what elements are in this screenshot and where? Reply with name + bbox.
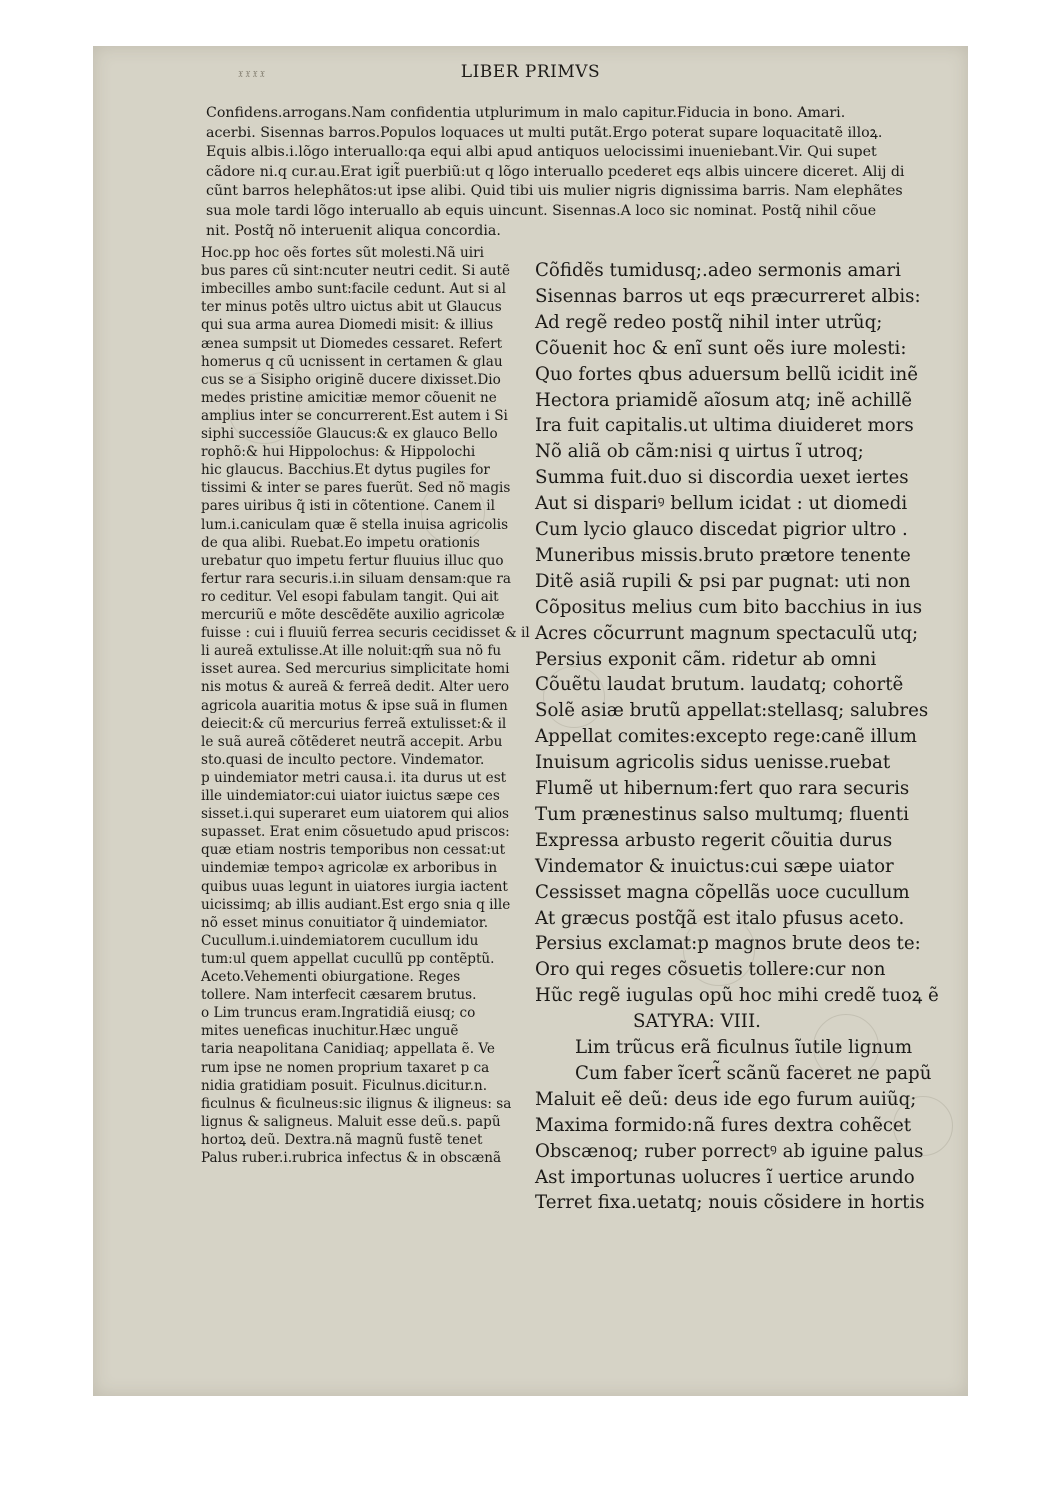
commentary-line: hic glaucus. Bacchius.Et dytus pugiles for bbox=[201, 462, 490, 479]
commentary-line: li aureã extulisse.At ille noluit:qm̃ sua nõ fu bbox=[201, 643, 502, 660]
top-commentary-line: cãdore ni.q cur.au.Erat igit̃ puerbiũ:ut q lõgo interuallo pcederet eqs albis uincere diceret. Alij di bbox=[206, 163, 905, 180]
commentary-line: rophõ:& hui Hippolochus: & Hippolochi bbox=[201, 444, 476, 461]
commentary-line: taria neapolitana Canidiaq; appellata ẽ. Ve bbox=[201, 1041, 495, 1058]
verse-line: Appellat comites:excepto rege:canẽ illum bbox=[535, 726, 917, 748]
verse-line: Vindemator & inuictus:cui sæpe uiator bbox=[535, 855, 894, 877]
commentary-line: mercuriũ e mõte descẽdẽte auxilio agricolæ bbox=[201, 607, 505, 623]
commentary-line: medes pristine amicitiæ memor cõuenit ne bbox=[201, 389, 497, 406]
stamp-mark bbox=[683, 914, 755, 986]
commentary-line: ille uindemiator:cui uiator iuictus sæpe ces bbox=[201, 788, 500, 804]
verse-line: Obscænoq; ruber porrectꝰ ab iguine palus bbox=[535, 1140, 924, 1162]
verse-line: Expressa arbusto regerit cõuitia durus bbox=[535, 829, 893, 851]
top-commentary-line: nit. Postq̃ nõ interuenit aliqua concordia. bbox=[206, 222, 501, 239]
verse-line: Ira fuit capitalis.ut ultima diuideret mors bbox=[535, 415, 914, 437]
commentary-line: sto.quasi de inculto pectore. Vindemator. bbox=[201, 751, 485, 768]
stamp-mark bbox=[421, 480, 485, 544]
commentary-line: Cucullum.i.uindemiatorem cucullum idu bbox=[201, 932, 479, 949]
commentary-line: Aceto.Vehementi obiurgatione. Reges bbox=[201, 969, 461, 985]
commentary-line: nis motus & aureã & ferreã dedit. Alter uero bbox=[201, 679, 510, 696]
commentary-line: siphi successiõe Glaucus:& ex glauco Bello bbox=[201, 426, 498, 442]
verse-line: Cõuẽtu laudat brutum. laudatq; cohortẽ bbox=[535, 674, 904, 696]
commentary-line: homerus q cũ ucnissent in certamen & glau bbox=[201, 353, 503, 370]
commentary-line: le suã aureã cõtẽderet neutrã accepit. Arbu bbox=[201, 733, 503, 750]
top-commentary-line: acerbi. Sisennas barros.Populos loquaces ut multi putãt.Ergo poterat supare loquacitatẽ illoꝝ. bbox=[206, 124, 883, 141]
commentary-line: sisset.i.qui superaret eum uiatorem qui alios bbox=[201, 806, 510, 823]
verse-line: Maxima formido:nã fures dextra cohẽcet bbox=[535, 1114, 912, 1136]
verse-line: Hũc regẽ iugulas opũ hoc mihi credẽ tuoꝝ ẽ bbox=[535, 985, 939, 1007]
commentary-line: uicissimq; ab illis audiant.Est ergo snia q ille bbox=[201, 896, 511, 913]
commentary-line: ænea sumpsit ut Diomedes cessaret. Refert bbox=[201, 335, 503, 352]
commentary-line: pares uiribus q̃ isti in cõtentione. Canem il bbox=[201, 498, 495, 515]
verse-line: Persius exclamat:p magnos brute deos te: bbox=[535, 933, 921, 955]
commentary-line: fertur rara securis.i.in siluam densam:que ra bbox=[201, 570, 511, 587]
folio-mark: 𝔵𝔵𝔵𝔵 bbox=[238, 66, 268, 81]
stamp-mark bbox=[813, 1014, 879, 1080]
verse-line: Inuisum agricolis sidus uenisse.ruebat bbox=[535, 752, 891, 774]
verse-line: Cum lycio glauco discedat pigrior ultro . bbox=[535, 519, 908, 540]
verse-line: Cessisset magna cõpellãs uoce cucullum bbox=[535, 881, 910, 903]
commentary-line: lignus & saligneus. Maluit esse deũ.s. papũ bbox=[201, 1113, 501, 1130]
verse-line: Quo fortes qbus aduersum bellũ icidit inẽ bbox=[535, 363, 918, 385]
stamp-mark bbox=[543, 666, 605, 728]
verse-line: Maluit eẽ deũ: deus ide ego furum auiũq; bbox=[535, 1088, 917, 1110]
commentary-line: o Lim truncus eram.Ingratidiã eiusq; co bbox=[201, 1005, 476, 1022]
commentary-line: agricola auaritia motus & ipse suã in flumen bbox=[201, 697, 508, 714]
commentary-line: nidia gratidiam posuit. Ficulnus.dicitur.n. bbox=[201, 1077, 488, 1094]
top-commentary-line: sua mole tardi lõgo interuallo ab equis uincunt. Sisennas.A loco sic nominat. Postq̃ nihil cõue bbox=[206, 203, 877, 219]
top-commentary-line: Equis albis.i.lõgo interuallo:qa equi albi apud antiquos uelocissimi inueniebant.Vir. Qui supet bbox=[206, 144, 877, 161]
commentary-line: tollere. Nam interfecit cæsarem brutus. bbox=[201, 987, 477, 1004]
verse-line: At græcus postq̃ã est italo pfusus aceto. bbox=[535, 907, 905, 929]
manuscript-page bbox=[93, 46, 968, 1396]
commentary-line: mites ueneficas inuchitur.Hæc unguẽ bbox=[201, 1023, 459, 1040]
commentary-line: de qua alibi. Ruebat.Eo impetu orationis bbox=[201, 534, 480, 551]
verse-line: Acres cõcurrunt magnum spectaculũ utq; bbox=[535, 622, 919, 644]
commentary-line: fuisse : cui i fluuiũ ferrea securis cecidisset & il bbox=[201, 625, 530, 642]
verse-line: Cõpositus melius cum bito bacchius in ius bbox=[535, 596, 923, 618]
commentary-line: tissimi & inter se pares fuerũt. Sed nõ magis bbox=[201, 480, 511, 497]
verse-line: Cõfidẽs tumidusq;.adeo sermonis amari bbox=[535, 260, 901, 281]
commentary-line: deiecit:& cũ mercurius ferreã extulisset:& il bbox=[201, 715, 507, 732]
commentary-line: ro ceditur. Vel esopi fabulam tangit. Qui ait bbox=[201, 588, 499, 605]
commentary-line: supasset. Erat enim cõsuetudo apud priscos: bbox=[201, 824, 510, 841]
verse-line: Aut si dispariꝰ bellum icidat : ut diomedi bbox=[535, 493, 908, 515]
verse-line: Flumẽ ut hibernum:fert quo rara securis bbox=[535, 778, 910, 799]
verse-line: Nõ aliã ob cãm:nisi q uirtus ĩ utroq; bbox=[535, 441, 864, 463]
top-commentary-line: Confidens.arrogans.Nam confidentia utplurimum in malo capitur.Fiducia in bono. Amari. bbox=[206, 105, 846, 121]
top-commentary-line: cũnt barros helephãtos:ut ipse alibi. Quid tibi uis mulier nigris dignissima barris. Nam elephãtes bbox=[206, 183, 903, 200]
verse-line: Tum prænestinus salso multumq; fluenti bbox=[535, 803, 909, 825]
commentary-line: bus pares cũ sint:ncuter neutri cedit. Si autẽ bbox=[201, 263, 511, 280]
verse-line: Ad regẽ redeo postq̃ nihil inter utrũq; bbox=[535, 311, 883, 333]
commentary-line: quæ etiam nostris temporibus non cessat:ut bbox=[201, 842, 506, 859]
verse-line: Cum faber ĩcert̃ scãnũ faceret ne papũ bbox=[575, 1062, 932, 1084]
verse-line: Cõuenit hoc & enĩ sunt oẽs iure molesti: bbox=[535, 337, 907, 359]
commentary-line: cus se a Sisipho originẽ ducere dixisset.Dio bbox=[201, 371, 501, 388]
verse-line: Terret fixa.uetatq; nouis cõsidere in hortis bbox=[535, 1192, 925, 1214]
commentary-line: Hoc.pp hoc oẽs fortes sũt molesti.Nã uiri bbox=[201, 245, 484, 261]
commentary-line: isset aurea. Sed mercurius simplicitate homi bbox=[201, 661, 510, 678]
commentary-line: urebatur quo impetu fertur fluuius illuc quo bbox=[201, 552, 504, 569]
commentary-line: quibus uuas legunt in uiatores iurgia iactent bbox=[201, 878, 508, 895]
verse-line: Sisennas barros ut eqs præcurreret albis: bbox=[535, 285, 921, 307]
commentary-line: lum.i.caniculam quæ ẽ stella inuisa agricolis bbox=[201, 516, 509, 533]
stamp-mark bbox=[893, 1096, 953, 1156]
verse-line: Hectora priamidẽ aĩosum atq; inẽ achillẽ bbox=[535, 389, 913, 411]
verse-line: Summa fuit.duo si discordia uexet iertes bbox=[535, 467, 909, 489]
commentary-line: ficulnus & ficulneus:sic ilignus & iligneus: sa bbox=[201, 1095, 512, 1112]
commentary-line: rum ipse ne nomen proprium taxaret p ca bbox=[201, 1059, 490, 1076]
verse-line: Oro qui reges cõsuetis tollere:cur non bbox=[535, 959, 886, 981]
verse-line: Lim trũcus erã ficulnus ĩutile lignum bbox=[575, 1037, 913, 1058]
commentary-line: uindemiæ tempoꝛ agricolæ ex arboribus in bbox=[201, 860, 498, 877]
commentary-line: qui sua arma aurea Diomedi misit: & illius bbox=[201, 317, 494, 334]
verse-line: Ast importunas uolucres ĩ uertice arundo bbox=[535, 1166, 915, 1188]
verse-line: Ditẽ asiã rupili & psi par pugnat: uti non bbox=[535, 570, 911, 592]
stamp-mark bbox=[228, 372, 300, 444]
commentary-line: tum:ul quem appellat cucullũ pp contẽptũ. bbox=[201, 950, 495, 967]
commentary-line: amplius inter se concurrerent.Est autem i Si bbox=[201, 407, 508, 424]
verse-line: Persius exponit cãm. ridetur ab omni bbox=[535, 648, 877, 670]
commentary-line: imbecilles ambo sunt:facile cedunt. Aut si al bbox=[201, 281, 506, 298]
commentary-line: ter minus potẽs ultro uictus abit ut Glaucus bbox=[201, 299, 502, 316]
commentary-line: Palus ruber.i.rubrica infectus & in obscænã bbox=[201, 1150, 502, 1166]
commentary-line: nõ esset minus conuitiator q̃ uindemiator. bbox=[201, 914, 489, 931]
commentary-line: p uindemiator metri causa.i. ita durus ut est bbox=[201, 769, 507, 786]
running-head: LIBER PRIMVS bbox=[460, 62, 601, 82]
satyra-heading: SATYRA: VIII. bbox=[633, 1011, 761, 1033]
verse-line: Muneribus missis.bruto prætore tenente bbox=[535, 544, 911, 566]
commentary-line: hortoꝝ deũ. Dextra.nã magnũ fustẽ tenet bbox=[201, 1131, 483, 1148]
verse-line: Solẽ asiæ brutũ appellat:stellasq; salubres bbox=[535, 700, 929, 722]
